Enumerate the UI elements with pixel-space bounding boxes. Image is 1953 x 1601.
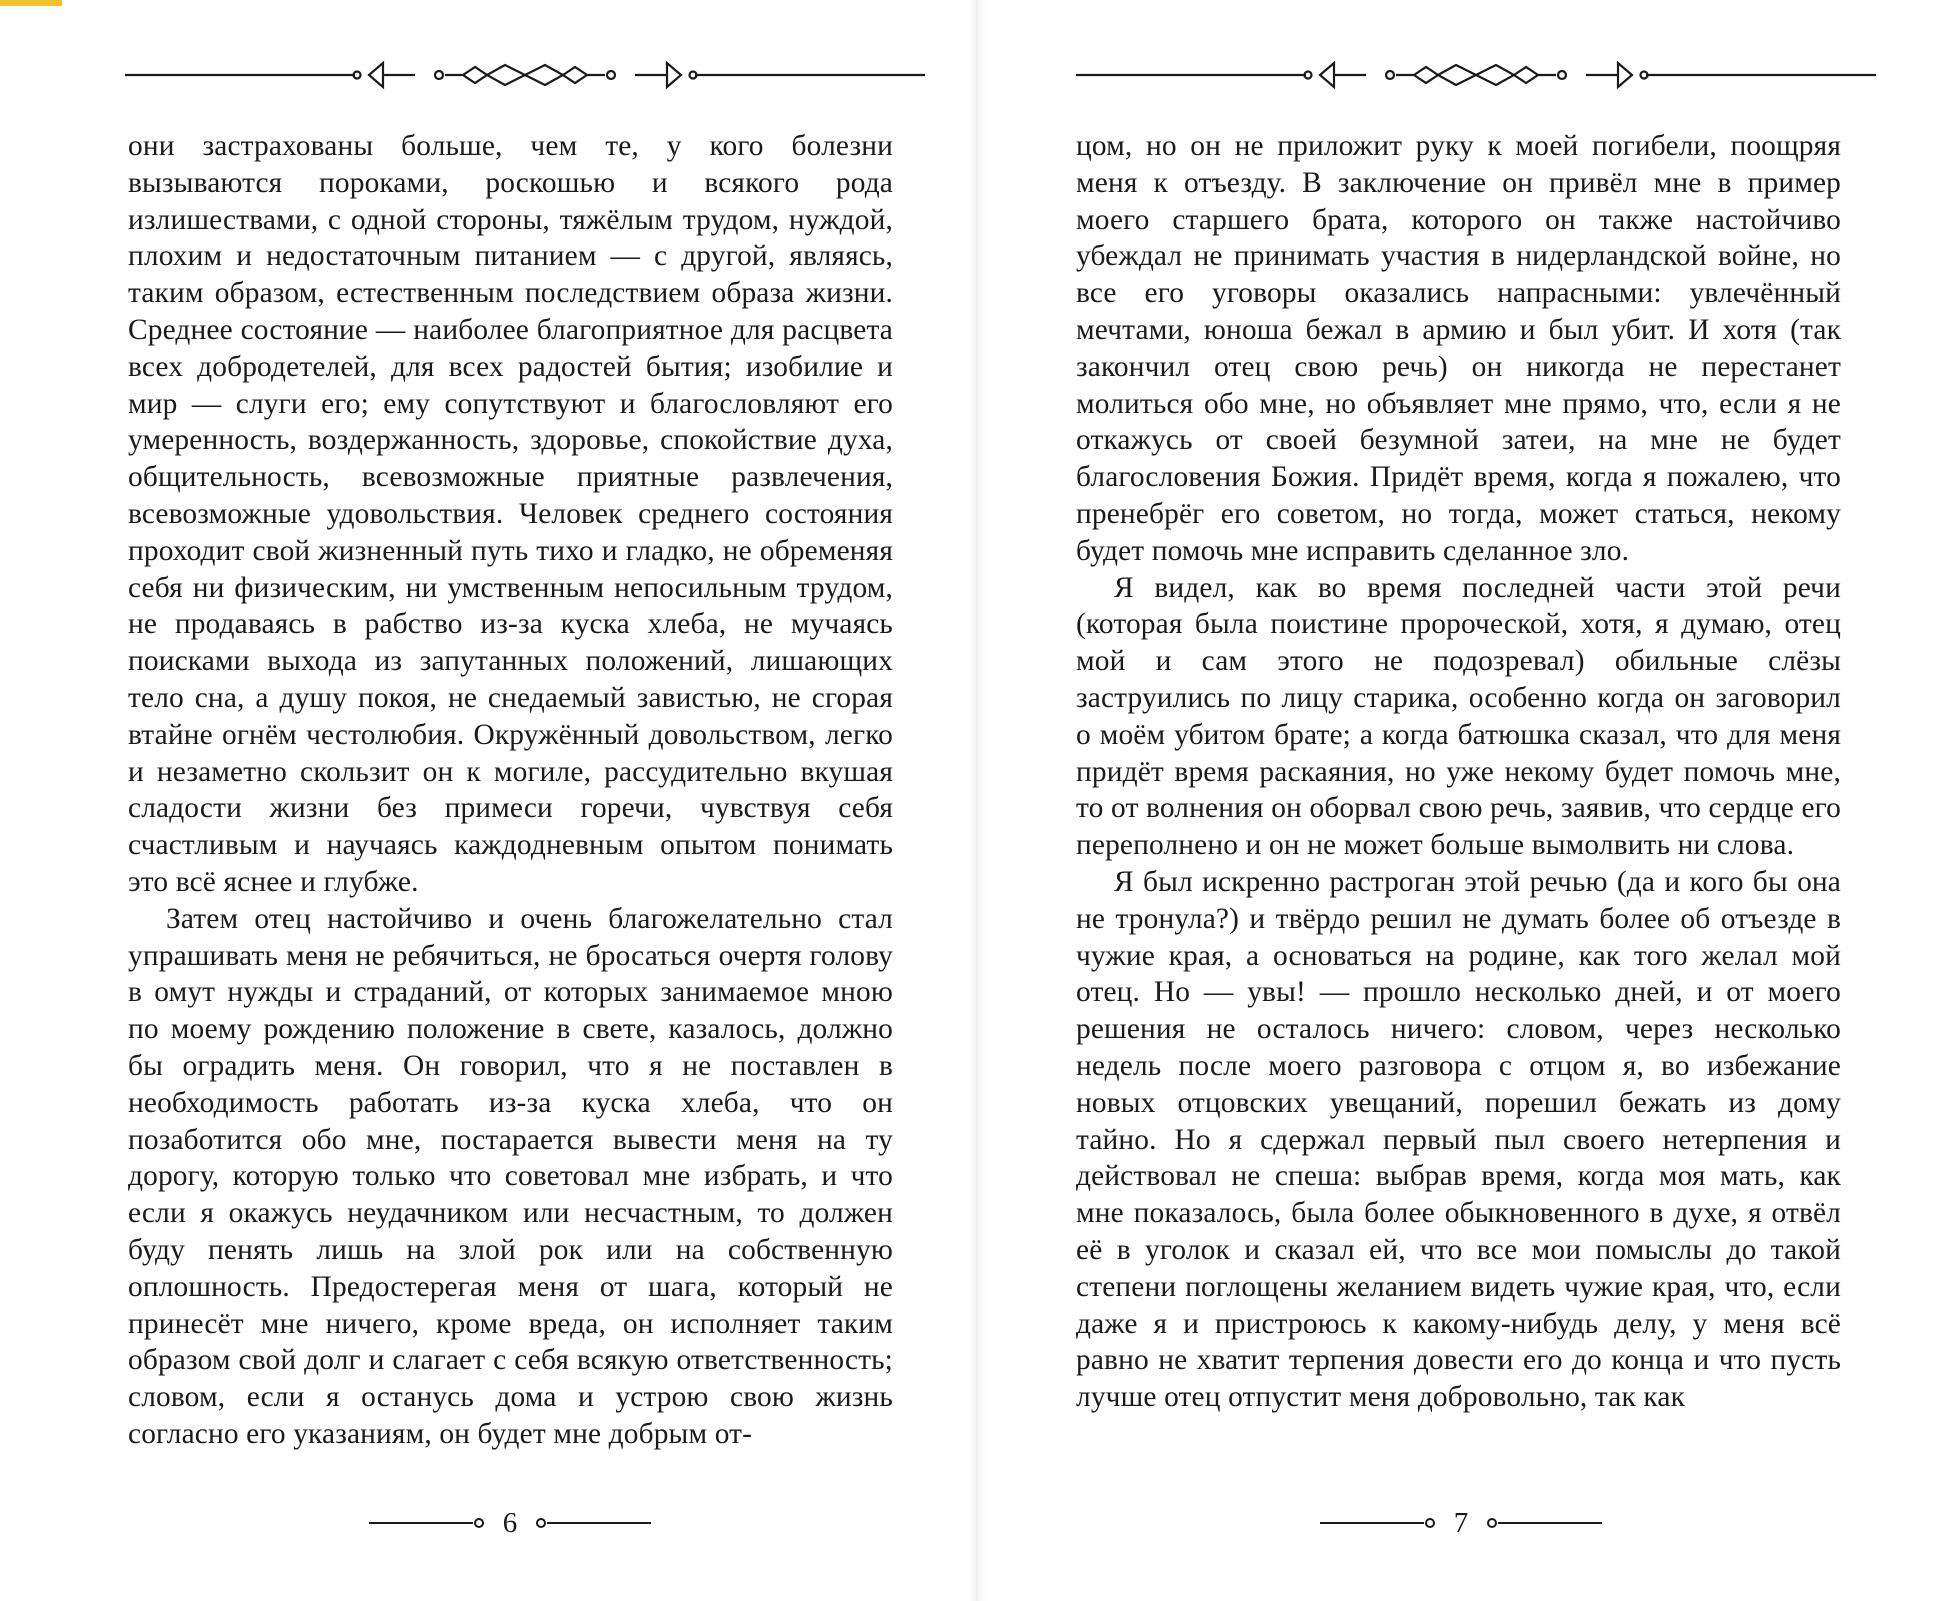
page-folio (1281, 1503, 1641, 1543)
header-ornament-icon (1076, 48, 1876, 102)
right-page-text (1076, 128, 1841, 1416)
paragraph: Затем отец настойчиво и очень благожелательно стал упрашивать меня не ребячиться, не бросаться очертя голову в омут нужды и страданий, от которых занимаемое мною по моему рождению положение в свете, казалось, должно бы оградить меня. Он говорил, что я не поставлен в необходимость работать из-за куска хлеба, что он позаботится обо мне, постарается вывести меня на ту дорогу, которую только что советовал мне избрать, и что если я окажусь неудачником или несчастным, то должен буду пенять лишь на злой рок или на собственную оплошность. Предостерегая меня от шага, который не принесёт мне ничего, кроме вреда, он исполняет таким образом свой долг и слагает с себя всякую ответственность; словом, если я останусь дома и устрою свою жизнь согласно его указаниям, он будет мне добрым от- (128, 902, 893, 1450)
left-page (0, 0, 976, 1601)
folio-ornament-left-icon (1320, 1513, 1440, 1533)
left-page-text (128, 128, 893, 1453)
paragraph: Я видел, как во время последней части этой речи (которая была поистине пророческой, хотя, я думаю, отец мой и сам этого не подозревал) обильные слёзы заструились по лицу старика, особенно когда он заговорил о моём убитом брате; а когда батюшка сказал, что для меня придёт время раскаяния, но уже некому будет помочь мне, то от волнения он оборвал свою речь, заявив, что сердце его переполнено и он не может больше вымолвить ни слова. (1076, 571, 1841, 862)
page-number: 6 (502, 1506, 518, 1539)
folio-ornament-left-icon (369, 1513, 489, 1533)
folio-ornament-right-icon (1482, 1513, 1602, 1533)
paragraph: они застрахованы больше, чем те, у кого болезни вызываются пороками, роскошью и всякого рода излишествами, с одной стороны, тяжёлым трудом, нуждой, плохим и недостаточным питанием — с другой, являясь, таким образом, естественным последствием образа жизни. Среднее состояние — наиболее благоприятное для расцвета всех добродетелей, для всех радостей бытия; изобилие и мир — слуги его; ему сопутствуют и благословляют его умеренность, воздержанность, здоровье, спокойствие духа, общительность, всевозможные приятные развлечения, всевозможные удовольствия. Человек среднего состояния проходит свой жизненный путь тихо и гладко, не обременяя себя ни физическим, ни умственным непосильным трудом, не продаваясь в рабство из-за куска хлеба, не мучаясь поисками выхода из запутанных положений, лишающих тело сна, а душу покоя, не снедаемый завистью, не сгорая втайне огнём честолюбия. Окружённый довольством, легко и незаметно скользит он к могиле, рассудительно вкушая сладости жизни без примеси горечи, чувствуя себя счастливым и научаясь каждодневным опытом понимать это всё яснее и глубже. (128, 130, 893, 898)
paragraph: Я был искренно растроган этой речью (да и кого бы она не тронула?) и твёрдо решил не думать более об отъезде в чужие края, а основаться на родине, как того желал мой отец. Но — увы! — прошло несколько дней, и от моего решения не осталось ничего: словом, через несколько недель после моего разговора с отцом я, во избежание новых отцовских увещаний, порешил бежать из дому тайно. Но я сдержал первый пыл своего нетерпения и действовал не спеша: выбрав время, когда моя мать, как мне показалось, была более обыкновенного в духе, я отвёл её в уголок и сказал ей, что все мои помыслы до такой степени поглощены желанием видеть чужие края, что, если даже я и пристроюсь к какому-нибудь делу, у меня всё равно не хватит терпения довести его до конца и что пусть лучше отец отпустит меня добровольно, так как (1076, 865, 1841, 1414)
header-ornament-icon (125, 48, 925, 102)
page-number: 7 (1453, 1506, 1469, 1539)
folio-ornament-right-icon (531, 1513, 651, 1533)
header-ornament (1076, 48, 1876, 102)
page-folio (330, 1503, 690, 1543)
paragraph: цом, но он не приложит руку к моей погибели, поощряя меня к отъезду. В заключение он привёл мне в пример моего старшего брата, которого он также настойчиво убеждал не принимать участия в нидерландской войне, но все его уговоры оказались напрасными: увлечённый мечтами, юноша бежал в армию и был убит. И хотя (так закончил отец свою речь) он никогда не перестанет молиться обо мне, но объявляет мне прямо, что, если я не откажусь от своей безумной затеи, на мне не будет благословения Божия. Придёт время, когда я пожалею, что пренебрёг его советом, но тогда, может статься, некому будет помочь мне исправить сделанное зло. (1076, 130, 1841, 567)
right-page (976, 0, 1953, 1601)
header-ornament (125, 48, 925, 102)
